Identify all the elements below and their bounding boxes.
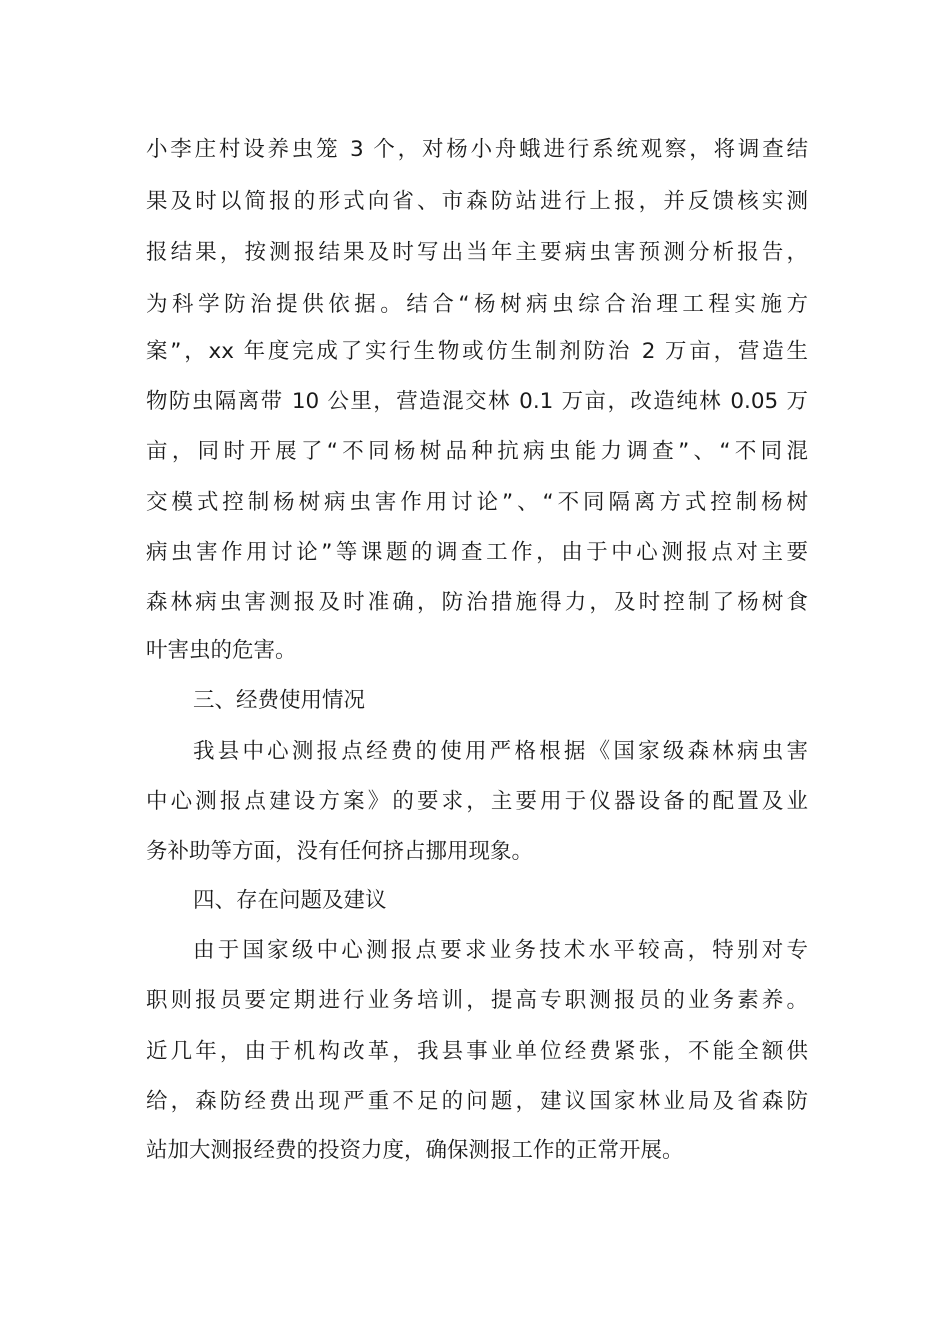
body-line-21: 站加大测报经费的投资力度，确保测报工作的正常开展。 — [146, 1138, 684, 1163]
body-line-19: 近几年，由于机构改革，我县事业单位经费紧张，不能全额供 — [146, 1039, 808, 1064]
section-heading-4: 四、存在问题及建议 — [193, 888, 387, 913]
body-line-17: 由于国家级中心测报点要求业务技术水平较高，特别对专 — [193, 938, 808, 963]
body-line-18: 职则报员要定期进行业务培训，提高专职测报员的业务素养。 — [146, 988, 808, 1013]
body-line-7: 亩，同时开展了“不同杨树品种抗病虫能力调查”、“不同混 — [146, 439, 808, 464]
body-line-13: 我县中心测报点经费的使用严格根据《国家级森林病虫害 — [193, 739, 808, 764]
body-line-10: 森林病虫害测报及时准确，防治措施得力，及时控制了杨树食 — [146, 590, 808, 615]
body-line-1: 小李庄村设养虫笼 3 个，对杨小舟蛾进行系统观察，将调查结 — [146, 137, 808, 162]
body-line-6: 物防虫隔离带 10 公里，营造混交林 0.1 万亩，改造纯林 0.05 万 — [146, 389, 808, 414]
body-line-20: 给，森防经费出现严重不足的问题，建议国家林业局及省森防 — [146, 1089, 808, 1114]
body-line-11: 叶害虫的危害。 — [146, 638, 297, 663]
body-line-8: 交模式控制杨树病虫害作用讨论”、“不同隔离方式控制杨树 — [146, 490, 808, 515]
body-line-5: 案”，xx 年度完成了实行生物或仿生制剂防治 2 万亩，营造生 — [146, 339, 808, 364]
body-line-9: 病虫害作用讨论”等课题的调查工作，由于中心测报点对主要 — [146, 540, 808, 565]
body-line-3: 报结果，按测报结果及时写出当年主要病虫害预测分析报告， — [146, 240, 808, 265]
body-line-4: 为科学防治提供依据。结合“杨树病虫综合治理工程实施方 — [146, 292, 808, 317]
body-line-2: 果及时以简报的形式向省、市森防站进行上报，并反馈核实测 — [146, 189, 808, 214]
body-line-14: 中心测报点建设方案》的要求，主要用于仪器设备的配置及业 — [146, 789, 808, 814]
section-heading-3: 三、经费使用情况 — [193, 688, 366, 713]
body-line-15: 务补助等方面，没有任何挤占挪用现象。 — [146, 839, 534, 864]
